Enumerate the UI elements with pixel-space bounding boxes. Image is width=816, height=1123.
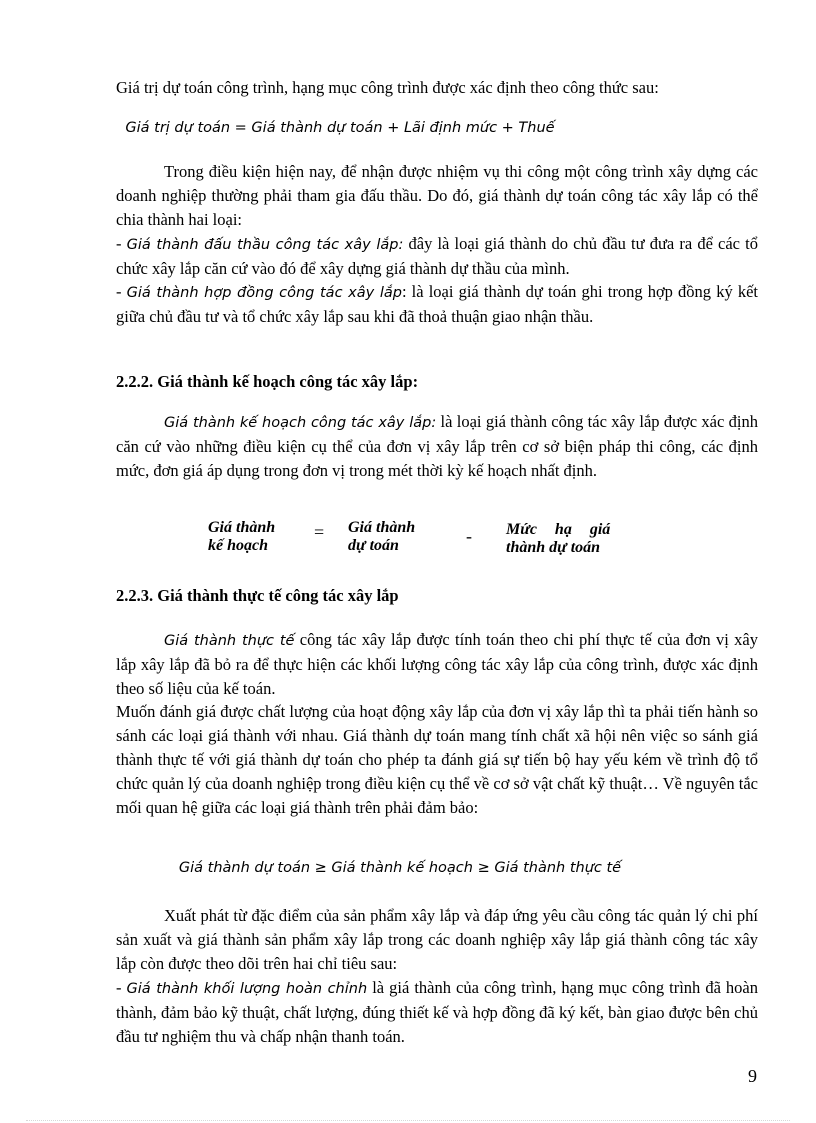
section-heading-actual-cost: 2.2.3. Giá thành thực tế công tác xây lắp [116, 586, 399, 605]
term-bid-price: Giá thành đấu thầu công tác xây lắp: [126, 237, 404, 253]
paragraph-text: công tác xây lắp được tính toán theo chi phí thực tế của đơn vị xây lắp xây lắp đã bỏ ra để thực hiện các khối lượng công tác xây lắp của công trình, được xác định theo số liệu của kế toán. [116, 630, 759, 698]
formula-text-line: dự toán [348, 537, 399, 554]
formula-text-line: Giá thành [208, 519, 276, 536]
formula-text-line: kế hoạch [208, 537, 268, 554]
section-heading-planned-cost: 2.2.2. Giá thành kế hoạch công tác xây lắp: [116, 372, 419, 391]
bullet-text: là giá thành của công trình, hạng mục công trình đã hoàn thành, đảm bảo kỹ thuật, chất lượng, đúng thiết kế và hợp đồng đã ký kết, bàn giao được bên chủ đầu tư nghiệm thu và chấp nhận thanh toán. [116, 978, 759, 1046]
formula-text-line: Giá thành [348, 519, 416, 536]
term-planned-cost: Giá thành kế hoạch công tác xây lắp: [164, 415, 437, 431]
paragraph-indicators: Xuất phát từ đặc điểm của sản phẩm xây lắp và đáp ứng yêu cầu công tác quản lý chi phí sản xuất và giá thành sản phẩm xây lắp trong các doanh nghiệp xây lắp giá thành công tác xây lắp còn được theo dõi trên hai chỉ tiêu sau: [116, 906, 758, 973]
bullet-text: đây là loại giá thành do chủ đầu tư đưa ra để các tổ chức xây lắp căn cứ vào đó để xây dựng giá thành dự thầu của mình. [116, 234, 758, 278]
paragraph-text: là loại giá thành công tác xây lắp được xác định căn cứ vào những điều kiện cụ thể của đơn vị xây lắp trên cơ sở biện pháp thi công, các định mức, đơn giá áp dụng trong đơn vị trong mét thời kỳ kế hoạch nhất định. [116, 412, 758, 480]
formula-cost-relationship: Giá thành dự toán ≥ Giá thành kế hoạch ≥ Giá thành thực tế [178, 860, 622, 876]
bullet-dash: - [116, 978, 127, 997]
bullet-dash: - [116, 234, 127, 253]
bullet-completed-volume [116, 976, 758, 1049]
paragraph-comparison: Muốn đánh giá được chất lượng của hoạt động xây lắp của đơn vị xây lắp thì ta phải tiến hành so sánh các loại giá thành với nhau. Giá thành dự toán mang tính chất xã hội nên việc so sánh giá thành thực tế với giá thành dự toán cho phép ta đánh giá sự tiến bộ hay yếu kém về trình độ tổ chức quản lý của doanh nghiệp trong điều kiện cụ thể về cơ sở vật chất kỹ thuật… Về nguyên tắc mối quan hệ giữa các loại giá thành trên phải đảm bảo: [116, 702, 758, 817]
paragraph-bidding-context: Trong điều kiện hiện nay, để nhận được nhiệm vụ thi công một công trình xây dựng các doanh nghiệp thường phải tham gia đấu thầu. Do đó, giá thành dự toán công tác xây lắp có thể chia thành hai loại: [116, 162, 758, 229]
bullet-dash: - [116, 282, 127, 301]
paragraph-intro: Giá trị dự toán công trình, hạng mục công trình được xác định theo công thức sau: [116, 78, 659, 97]
bullet-contract-price [116, 280, 758, 329]
formula-text-line: thành dự toán [506, 539, 601, 556]
equals-sign: = [314, 522, 325, 542]
term-completed-volume: Giá thành khối lượng hoàn chỉnh [126, 981, 368, 997]
formula-estimate-term [348, 519, 415, 555]
page-number: 9 [748, 1066, 757, 1086]
formula-text-line: Mức hạ giá [506, 521, 611, 538]
formula-estimate-value: Giá trị dự toán = Giá thành dự toán + Lãi định mức + Thuế [125, 120, 555, 136]
bullet-bid-price [116, 232, 758, 281]
footer-divider [26, 1120, 790, 1121]
formula-planned-term [208, 519, 275, 555]
term-contract-price: Giá thành hợp đồng công tác xây lắp [126, 285, 402, 301]
minus-sign: - [466, 526, 472, 546]
term-actual-cost: Giá thành thực tế [164, 633, 295, 649]
formula-reduction-term [506, 521, 610, 557]
bullet-text: : là loại giá thành dự toán ghi trong hợp đồng ký kết giữa chủ đầu tư và tổ chức xây lắp sau khi đã thoả thuận giao nhận thầu. [116, 282, 758, 326]
paragraph-actual-cost [116, 628, 758, 701]
paragraph-planned-cost [116, 410, 758, 483]
